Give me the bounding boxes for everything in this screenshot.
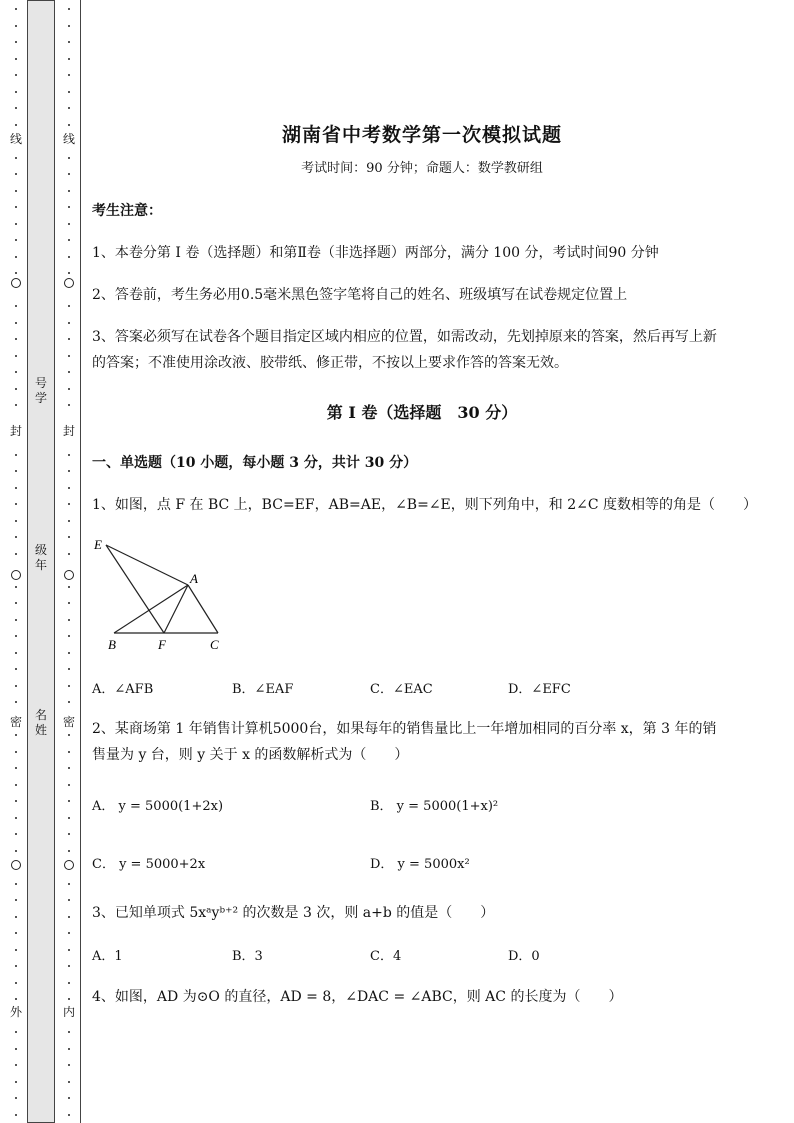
seal-dot (68, 685, 70, 687)
seal-dot (68, 272, 70, 274)
seal-dot (15, 668, 17, 670)
seal-dot (68, 107, 70, 109)
q3-option-c[interactable]: C．4 (370, 949, 402, 964)
seal-dot (15, 602, 17, 604)
question-2-stem: 2、某商场第 1 年销售计算机5000台，如果每年的销售量比上一年增加相同的百分率 x，第 3 年的销 (92, 721, 717, 737)
exam-title: 湖南省中考数学第一次模拟试题 (281, 124, 562, 146)
seal-dot (68, 388, 70, 390)
seal-dot (15, 256, 17, 258)
seal-dot (15, 833, 17, 835)
notice-item-3: 3、答案必须写在试卷各个题目指定区域内相应的位置，如需改动，先划掉原来的答案，然后再写上新 (92, 329, 717, 345)
outer-seal-line (9, 0, 23, 1123)
question-1-stem: 1、如图，点 F 在 BC 上，BC=EF，AB=AE，∠B=∠E，则下列角中，和 2∠C 度数相等的角是（ ） (92, 497, 758, 513)
seal-dot (68, 800, 70, 802)
seal-dot (15, 25, 17, 27)
seal-dot (15, 239, 17, 241)
seal-dot (15, 157, 17, 159)
seal-dot (15, 635, 17, 637)
seal-dot (68, 965, 70, 967)
seal-dot (15, 883, 17, 885)
seal-dot (15, 520, 17, 522)
seal-dot (68, 998, 70, 1000)
seal-dot (68, 883, 70, 885)
seal-dot (68, 190, 70, 192)
seal-dot (68, 1097, 70, 1099)
notice-item-1: 1、本卷分第 I 卷（选择题）和第Ⅱ卷（非选择题）两部分，满分 100 分，考试时间90 分钟 (92, 245, 659, 261)
seal-dot (15, 124, 17, 126)
seal-dot (68, 470, 70, 472)
seal-dot (15, 503, 17, 505)
seal-circle (64, 278, 74, 288)
seal-dot (15, 91, 17, 93)
seal-dot (15, 998, 17, 1000)
seal-dot (68, 239, 70, 241)
seal-dot (15, 536, 17, 538)
q3-option-b[interactable]: B．3 (232, 949, 263, 964)
seal-dot (15, 454, 17, 456)
seal-dot (15, 701, 17, 703)
q2-option-b[interactable]: B． y = 5000(1+x)² (370, 799, 499, 814)
seal-dot (15, 338, 17, 340)
point-label-a: A (190, 571, 198, 586)
seal-dot (15, 751, 17, 753)
seal-dot (15, 107, 17, 109)
seal-dot (15, 817, 17, 819)
seal-dot (68, 404, 70, 406)
seal-dot (68, 767, 70, 769)
q1-option-c[interactable]: C．∠EAC (370, 682, 433, 697)
seal-dot (68, 734, 70, 736)
seal-dot (68, 8, 70, 10)
exam-number-label: 号学 (34, 376, 47, 405)
seal-circle (11, 278, 21, 288)
seal-dot (15, 1081, 17, 1083)
seal-dot (15, 652, 17, 654)
seal-dot (15, 586, 17, 588)
q1-option-d[interactable]: D．∠EFC (508, 682, 571, 697)
seal-dot (68, 635, 70, 637)
seal-dot (68, 305, 70, 307)
seal-dot (15, 173, 17, 175)
seal-dot (68, 701, 70, 703)
name-label: 名姓 (34, 708, 47, 737)
seal-dot (15, 553, 17, 555)
seal-dot (68, 74, 70, 76)
seal-dot (68, 619, 70, 621)
question-3-stem: 3、已知单项式 5xᵃyᵇ⁺² 的次数是 3 次，则 a+b 的值是（ ） (92, 905, 495, 921)
seal-dot (68, 41, 70, 43)
seal-circle (64, 860, 74, 870)
seal-dot (15, 206, 17, 208)
q2-option-d[interactable]: D． y = 5000x² (370, 857, 470, 872)
seal-label-line-inner: 线 (62, 132, 75, 146)
seal-dot (15, 1097, 17, 1099)
notice-item-2: 2、答卷前，考生务必用0.5毫米黑色签字笔将自己的姓名、班级填写在试卷规定位置上 (92, 287, 628, 303)
seal-label-seal: 封 (9, 424, 22, 438)
question-2-stem-cont: 售量为 y 台，则 y 关于 x 的函数解析式为（ ） (92, 747, 409, 763)
seal-dot (68, 338, 70, 340)
seal-dot (68, 454, 70, 456)
seal-dot (68, 91, 70, 93)
seal-dot (15, 355, 17, 357)
seal-label-outer: 外 (9, 1005, 22, 1019)
seal-dot (68, 949, 70, 951)
seal-dot (68, 223, 70, 225)
seal-label-line: 线 (9, 132, 22, 146)
seal-dot (68, 916, 70, 918)
point-label-b: B (108, 637, 116, 652)
seal-dot (15, 767, 17, 769)
seal-dot (68, 586, 70, 588)
seal-dot (68, 58, 70, 60)
seal-label-seal-inner: 封 (62, 424, 75, 438)
seal-circle (11, 570, 21, 580)
seal-dot (68, 982, 70, 984)
seal-dot (68, 602, 70, 604)
seal-dot (68, 932, 70, 934)
binding-margin (0, 0, 82, 1123)
seal-dot (15, 932, 17, 934)
seal-dot (68, 668, 70, 670)
seal-dot (15, 404, 17, 406)
q1-option-b[interactable]: B．∠EAF (232, 682, 294, 697)
exam-subtitle: 考试时间：90 分钟；命题人：数学教研组 (301, 161, 543, 176)
notice-item-3-cont: 的答案；不准使用涂改液、胶带纸、修正带，不按以上要求作答的答案无效。 (92, 355, 568, 371)
seal-dot (15, 619, 17, 621)
seal-dot (15, 1114, 17, 1116)
seal-dot (15, 371, 17, 373)
grade-label: 级年 (34, 543, 47, 572)
seal-dot (68, 1048, 70, 1050)
part-heading: 一、单选题（10 小题，每小题 3 分，共计 30 分） (92, 455, 418, 471)
seal-dot (68, 899, 70, 901)
seal-dot (68, 124, 70, 126)
seal-dot (15, 916, 17, 918)
seal-dot (15, 74, 17, 76)
seal-dot (15, 41, 17, 43)
seal-dot (15, 982, 17, 984)
question-4-stem: 4、如图，AD 为⊙O 的直径，AD = 8，∠DAC = ∠ABC，则 AC 的长度为（ ） (92, 989, 623, 1005)
seal-dot (15, 965, 17, 967)
seal-dot (15, 470, 17, 472)
q2-option-c[interactable]: C． y = 5000+2x (92, 857, 206, 872)
seal-dot (15, 305, 17, 307)
seal-dot (68, 536, 70, 538)
seal-dot (68, 173, 70, 175)
q2-option-a[interactable]: A． y = 5000(1+2x) (92, 799, 224, 814)
seal-dot (68, 322, 70, 324)
seal-dot (15, 322, 17, 324)
point-label-e: E (94, 537, 102, 552)
seal-dot (15, 272, 17, 274)
point-label-c: C (210, 637, 219, 652)
seal-dot (68, 487, 70, 489)
seal-dot (15, 800, 17, 802)
seal-dot (68, 355, 70, 357)
inner-seal-line (62, 0, 76, 1123)
q3-option-d[interactable]: D．0 (508, 949, 540, 964)
seal-dot (68, 553, 70, 555)
seal-dot (68, 850, 70, 852)
seal-dot (68, 157, 70, 159)
seal-label-secret: 密 (9, 715, 22, 729)
seal-dot (68, 833, 70, 835)
q1-option-a[interactable]: A．∠AFB (92, 682, 154, 697)
seal-dot (68, 256, 70, 258)
seal-dot (15, 784, 17, 786)
seal-dot (68, 371, 70, 373)
triangle-figure (92, 535, 232, 655)
seal-dot (15, 8, 17, 10)
notice-heading: 考生注意： (92, 203, 162, 219)
seal-dot (15, 949, 17, 951)
seal-dot (68, 25, 70, 27)
seal-dot (68, 206, 70, 208)
seal-dot (15, 58, 17, 60)
seal-dot (68, 520, 70, 522)
seal-circle (64, 570, 74, 580)
seal-dot (68, 1114, 70, 1116)
seal-dot (15, 850, 17, 852)
seal-dot (15, 487, 17, 489)
seal-dot (15, 223, 17, 225)
seal-dot (15, 1031, 17, 1033)
q3-option-a[interactable]: A．1 (92, 949, 123, 964)
point-label-f: F (158, 637, 166, 652)
seal-dot (15, 1048, 17, 1050)
seal-dot (68, 784, 70, 786)
seal-dot (15, 685, 17, 687)
section-title: 第 I 卷（选择题 30 分） (326, 403, 518, 422)
seal-label-secret-inner: 密 (62, 715, 75, 729)
seal-dot (68, 817, 70, 819)
seal-dot (15, 388, 17, 390)
seal-dot (68, 751, 70, 753)
seal-dot (15, 190, 17, 192)
seal-dot (68, 1081, 70, 1083)
seal-dot (68, 503, 70, 505)
seal-label-inner: 内 (62, 1005, 75, 1019)
student-info-band (27, 0, 55, 1123)
margin-divider (80, 0, 81, 1123)
seal-dot (15, 734, 17, 736)
seal-dot (68, 1064, 70, 1066)
seal-dot (68, 652, 70, 654)
seal-dot (68, 1031, 70, 1033)
seal-circle (11, 860, 21, 870)
seal-dot (15, 899, 17, 901)
seal-dot (15, 1064, 17, 1066)
